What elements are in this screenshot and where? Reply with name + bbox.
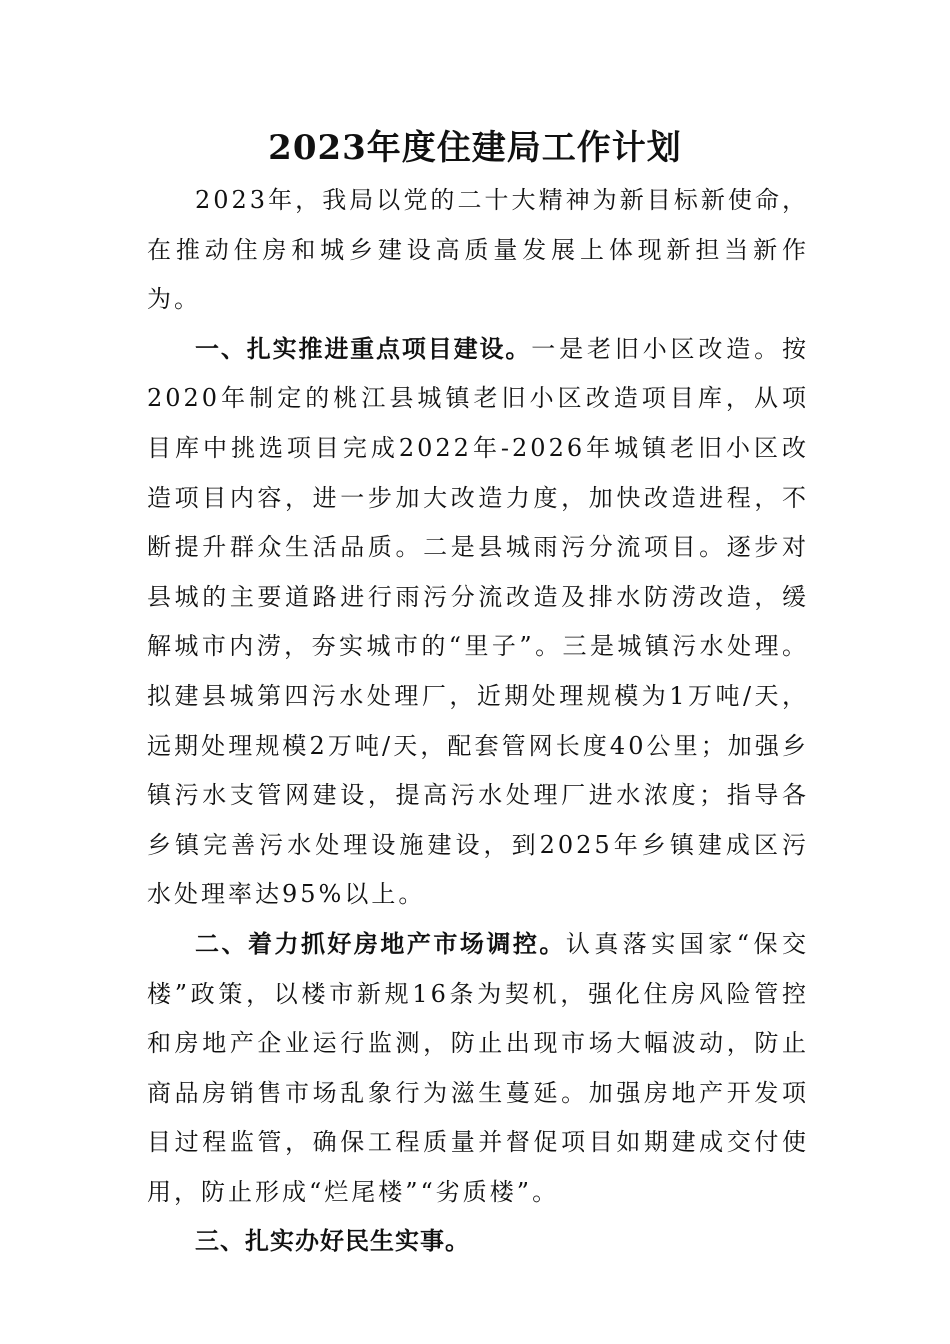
- section-2-body: 认真落实国家“保交楼”政策，以楼市新规16条为契机，强化住房风险管控和房地产企业运行监测，防止出现市场大幅波动，防止商品房销售市场乱象行为滋生蔓延。加强房地产开发项目过程监管，确保工程质量并督促项目如期建成交付使用，防止形成“烂尾楼”“劣质楼”。: [147, 929, 809, 1206]
- section-1-paragraph: [147, 325, 809, 920]
- section-2-paragraph: [147, 920, 809, 1218]
- section-2-heading: 二、着力抓好房地产市场调控。: [195, 929, 566, 958]
- section-1-heading: 一、扎实推进重点项目建设。: [195, 334, 532, 363]
- section-3-heading: 三、扎实办好民生实事。: [195, 1227, 470, 1256]
- section-1-body: 一是老旧小区改造。按2020年制定的桃江县城镇老旧小区改造项目库，从项目库中挑选项目完成2022年-2026年城镇老旧小区改造项目内容，进一步加大改造力度，加快改造进程，不断提升群众生活品质。二是县城雨污分流项目。逐步对县城的主要道路进行雨污分流改造及排水防涝改造，缓解城市内涝，夯实城市的“里子”。三是城镇污水处理。拟建县城第四污水处理厂，近期处理规模为1万吨/天，远期处理规模2万吨/天，配套管网长度40公里；加强乡镇污水支管网建设，提高污水处理厂进水浓度；指导各乡镇完善污水处理设施建设，到2025年乡镇建成区污水处理率达95%以上。: [147, 334, 810, 909]
- document-body: [147, 176, 809, 1267]
- page-title: 2023年度住建局工作计划: [268, 128, 682, 168]
- intro-paragraph: 2023年，我局以党的二十大精神为新目标新使命，在推动住房和城乡建设高质量发展上体现新担当新作为。: [147, 186, 809, 314]
- section-3-paragraph: [147, 1217, 809, 1267]
